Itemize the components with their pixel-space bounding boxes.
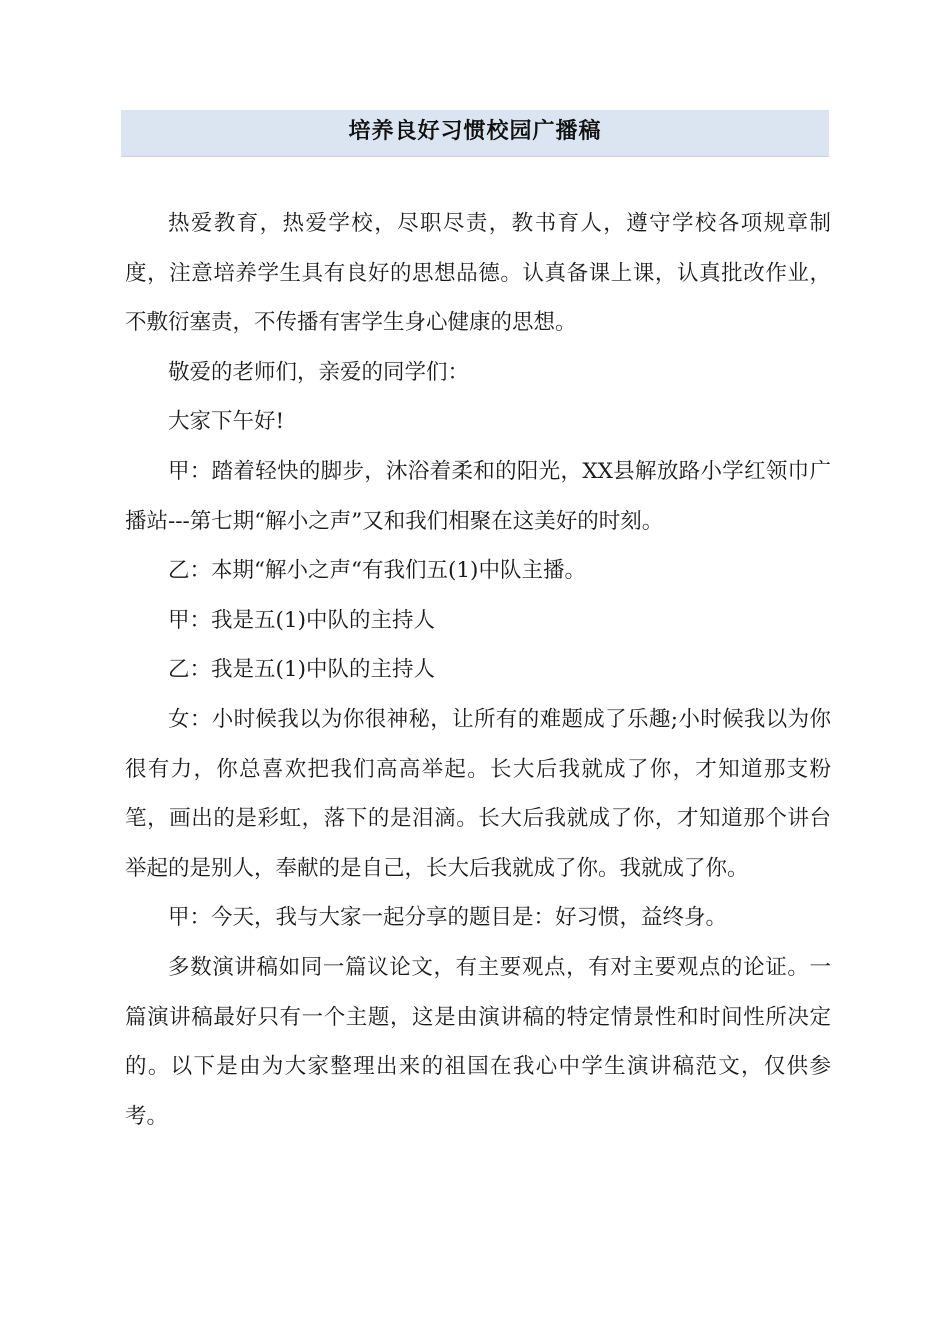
paragraph-intro: 热爱教育，热爱学校，尽职尽责，教书育人，遵守学校各项规章制度，注意培养学生具有良好的思想品德。认真备课上课，认真批改作业，不敷衍塞责，不传播有害学生身心健康的思想。 [125,211,831,336]
title-banner [121,110,829,157]
paragraph-yi-intro: 乙：我是五(1)中队的主持人 [168,657,435,683]
paragraph-good-afternoon: 大家下午好! [168,409,285,435]
paragraph-nv-poem: 女：小时候我以为你很神秘，让所有的难题成了乐趣;小时候我以为你很有力，你总喜欢把我们高高举起。长大后我就成了你，才知道那支粉笔，画出的是彩虹，落下的是泪滴。长大后我就成了你，才知道那个讲台举起的是别人，奉献的是自己，长大后我就成了你。我就成了你。 [125,706,831,881]
paragraph-greeting: 敬爱的老师们，亲爱的同学们： [168,359,470,385]
paragraph-closing: 多数演讲稿如同一篇议论文，有主要观点，有对主要观点的论证。一篇演讲稿最好只有一个主题，这是由演讲稿的特定情景性和时间性所决定的。以下是由为大家整理出来的祖国在我心中学生演讲稿范文，仅供参考。 [125,954,831,1129]
paragraph-yi-host: 乙：本期“解小之声“有我们五(1)中队主播。 [168,558,586,584]
document-title: 培养良好习惯校园广播稿 [348,117,602,144]
document-body [125,199,831,1141]
paragraph-jia-opening: 甲：踏着轻快的脚步，沐浴着柔和的阳光，XX县解放路小学红领巾广播站---第七期“解小之声”又和我们相聚在这美好的时刻。 [125,458,831,534]
paragraph-jia-topic: 甲：今天，我与大家一起分享的题目是：好习惯，益终身。 [168,905,728,931]
paragraph-jia-intro: 甲：我是五(1)中队的主持人 [168,607,435,633]
